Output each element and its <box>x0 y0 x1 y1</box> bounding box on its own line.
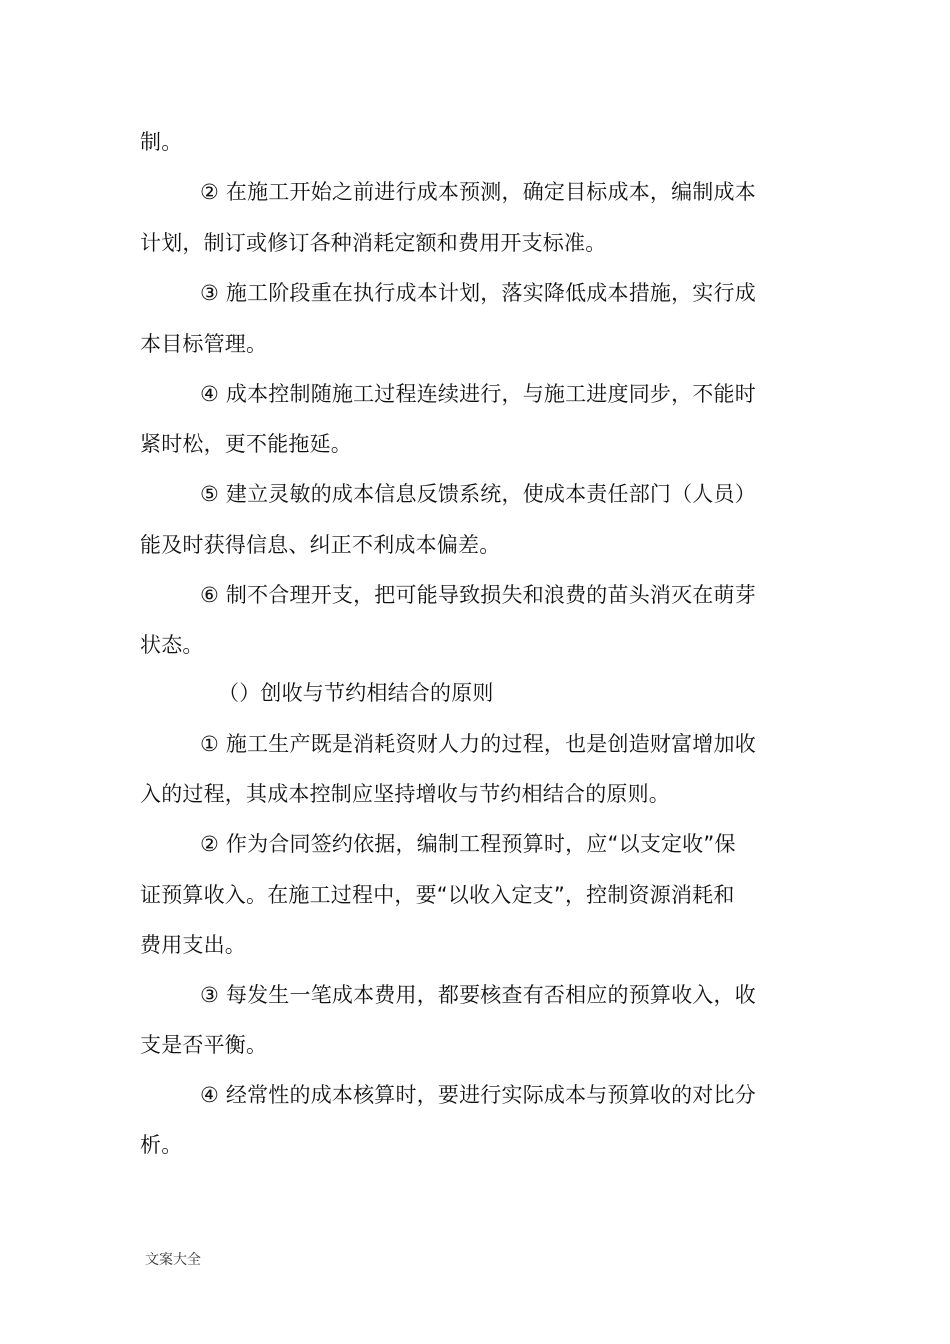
text-line: 能及时获得信息、纠正不利成本偏差。 <box>140 533 501 557</box>
text-line: ⑤ 建立灵敏的成本信息反馈系统，使成本责任部门（人员） <box>200 482 756 506</box>
text-line: 析。 <box>140 1133 183 1157</box>
text-line: 证预算收入。在施工过程中，要“以收入定支”，控制资源消耗和 <box>140 883 735 907</box>
text-line: 本目标管理。 <box>140 332 268 356</box>
text-line: ① 施工生产既是消耗资财人力的过程，也是创造财富增加收 <box>200 732 756 756</box>
text-line: 状态。 <box>140 633 204 657</box>
section-heading: （）创收与节约相结合的原则 <box>218 681 494 705</box>
text-line: 支是否平衡。 <box>140 1033 268 1057</box>
text-line: ④ 成本控制随施工过程连续进行，与施工进度同步，不能时 <box>200 382 756 406</box>
page-footer: 文案大全 <box>145 1252 201 1268</box>
text-line: ③ 施工阶段重在执行成本计划，落实降低成本措施，实行成 <box>200 281 756 305</box>
text-line: 费用支出。 <box>140 933 246 957</box>
text-line: ② 在施工开始之前进行成本预测，确定目标成本，编制成本 <box>200 180 756 204</box>
text-line: ④ 经常性的成本核算时，要进行实际成本与预算收的对比分 <box>200 1083 756 1107</box>
text-line: 计划，制订或修订各种消耗定额和费用开支标准。 <box>140 231 607 255</box>
text-line: ③ 每发生一笔成本费用，都要核查有否相应的预算收入，收 <box>200 983 756 1007</box>
text-line: 紧时松，更不能拖延。 <box>140 432 352 456</box>
text-line: 制。 <box>140 130 183 154</box>
text-line: 入的过程，其成本控制应坚持增收与节约相结合的原则。 <box>140 782 670 806</box>
text-line: ② 作为合同签约依据，编制工程预算时，应“以支定收”保 <box>200 832 736 856</box>
text-line: ⑥ 制不合理开支，把可能导致损失和浪费的苗头消灭在萌芽 <box>200 583 756 607</box>
